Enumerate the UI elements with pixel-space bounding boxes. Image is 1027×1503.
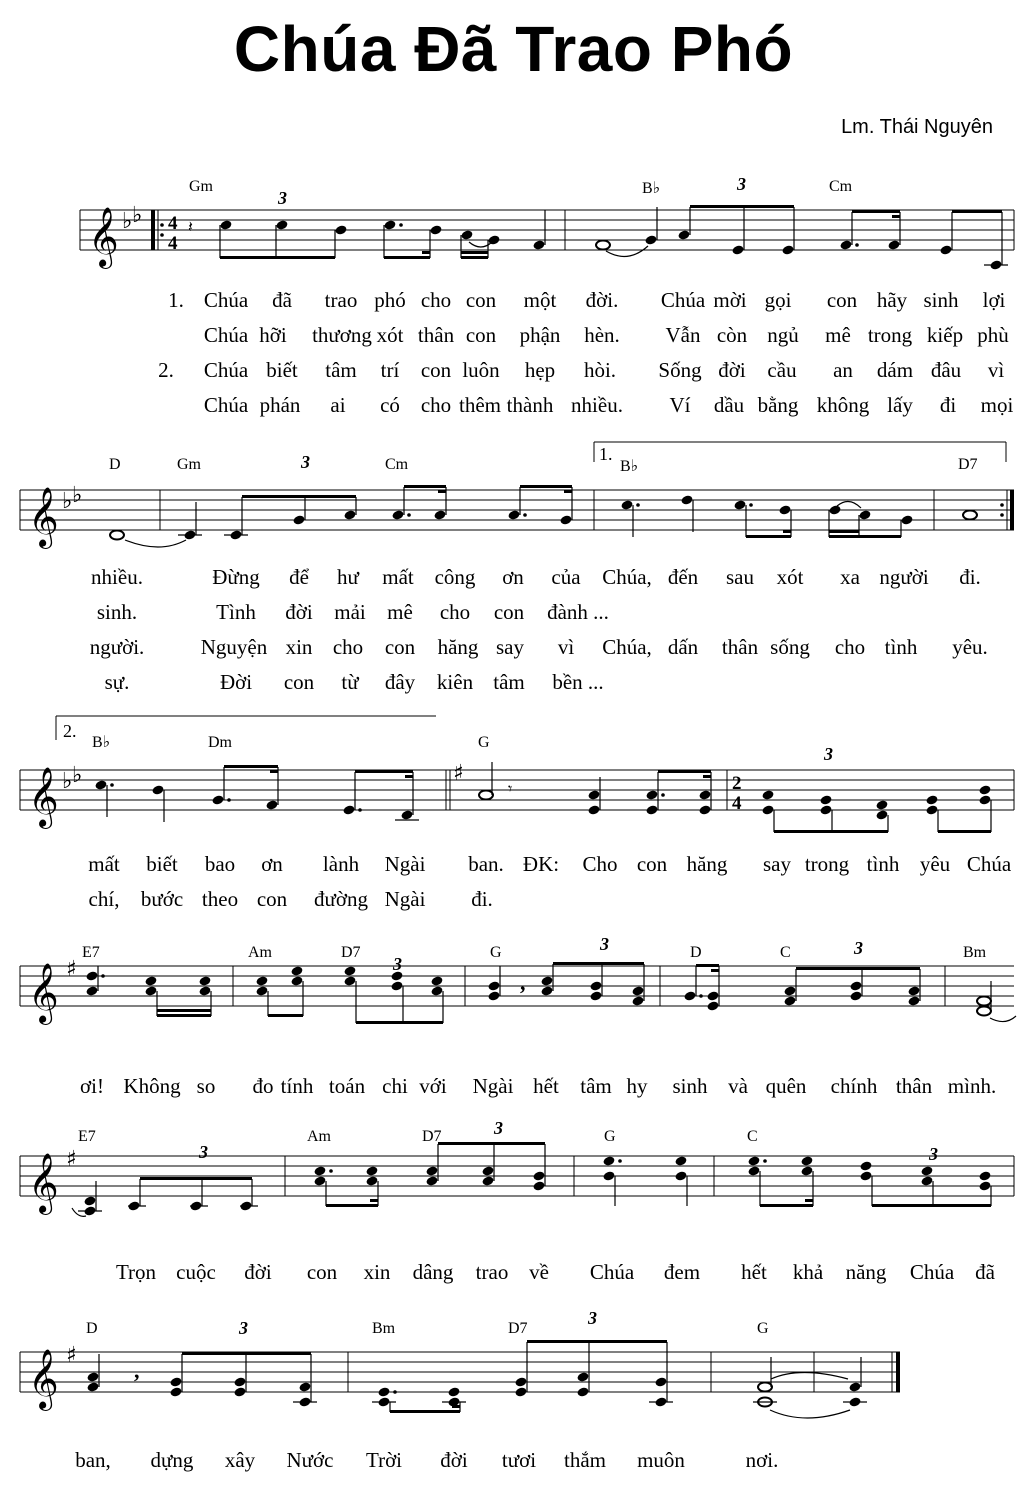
svg-text:3: 3 [854,938,863,958]
lyric-syllable: đã [975,1260,995,1284]
chord-label: D [86,1320,98,1337]
lyric-syllable: xây [224,1448,256,1472]
lyric-line-1 [0,852,1027,876]
lyric-syllable: toán [328,1074,366,1098]
chord-label: B♭ [620,458,639,475]
chord-label: Bm [963,944,987,961]
staff-3 [0,714,1027,834]
lyric-syllable: hỡi [259,323,287,347]
lyric-syllable: Trọn [115,1260,157,1284]
lyric-syllable: Chúa [203,288,249,312]
lyric-syllable: về [529,1260,549,1284]
chord-label: G [478,734,490,751]
lyric-syllable: mê [825,323,851,347]
lyric-syllable: lấy [887,393,913,417]
lyric-syllable: phù [977,323,1009,347]
lyric-syllable: bền ... [552,670,604,694]
lyric-syllable: cho [834,635,866,659]
lyric-syllable: yêu. [952,635,988,659]
lyric-syllable: sinh [672,1074,708,1098]
lyric-syllable: luôn [462,358,500,382]
chord-label: D7 [508,1320,528,1337]
svg-text:3: 3 [494,1118,503,1138]
svg-text:♭: ♭ [62,769,73,794]
lyric-syllable: ĐK: [522,852,560,876]
chord-label: Gm [177,456,201,473]
lyric-line-verse-2b [0,393,1027,417]
lyric-syllable: từ [341,670,359,694]
lyric-syllable: Ngài [384,852,426,876]
svg-text:,: , [520,970,526,995]
lyric-syllable: không [816,393,870,417]
lyric-syllable: Chúa, [602,565,652,589]
svg-text:3: 3 [824,744,833,764]
chord-label: G [757,1320,769,1337]
svg-text:3: 3 [301,452,310,472]
lyric-syllable: hẹp [524,358,556,382]
lyric-syllable: ban, [75,1448,111,1472]
lyric-syllable: đời [718,358,746,382]
lyric-syllable: đến [667,565,699,589]
lyric-syllable: đành ... [547,600,609,624]
lyric-syllable: Ngài [472,1074,514,1098]
chord-label: B♭ [92,734,111,751]
lyric-syllable: Ngài [384,887,426,911]
lyric-syllable: Chúa [203,323,249,347]
lyric-syllable: bước [140,887,184,911]
lyric-syllable: đây [384,670,416,694]
lyric-syllable: trong [804,852,850,876]
composer-credit: Lm. Thái Nguyên [841,116,993,138]
lyric-syllable: Nước [286,1448,334,1472]
lyric-syllable: trong [867,323,913,347]
lyric-syllable: của [551,565,581,589]
lyric-syllable: so [196,1074,216,1098]
lyric-syllable: Không [123,1074,181,1098]
lyric-syllable: Đừng [212,565,260,589]
svg-text:♯: ♯ [66,1343,77,1368]
chord-label: E7 [82,944,100,961]
lyric-syllable: Chúa [909,1260,955,1284]
lyric-syllable: biết [266,358,298,382]
svg-text:𝄽: 𝄽 [188,217,193,236]
lyric-syllable: đem [663,1260,701,1284]
lyric-syllable: đời [244,1260,272,1284]
lyric-syllable: hết [741,1260,767,1284]
lyric-syllable: Đời [219,670,253,694]
lyric-line-2 [0,887,1027,911]
lyric-line-4 [0,670,1027,694]
lyric-syllable: quên [765,1074,807,1098]
chord-label: Am [248,944,272,961]
lyric-syllable: hãy [876,288,908,312]
lyric-syllable: con [283,670,315,694]
svg-text:♯: ♯ [66,957,77,982]
lyric-syllable: đi. [471,887,493,911]
lyric-syllable: thắm [564,1448,606,1472]
lyric-syllable: sinh [923,288,959,312]
lyric-syllable: kiếp [926,323,964,347]
lyric-syllable: phó [374,288,406,312]
lyric-syllable: đo [252,1074,274,1098]
lyric-syllable: tâm [493,670,525,694]
song-title: Chúa Đã Trao Phó [233,13,794,85]
treble-clef-icon: 𝄞 [28,767,59,827]
svg-text:4: 4 [732,793,742,814]
lyric-syllable: con [465,288,497,312]
svg-text:4: 4 [168,213,178,234]
svg-text:3: 3 [278,188,287,208]
lyric-syllable: đâu [930,358,962,382]
lyric-syllable: gọi [764,288,792,312]
lyric-syllable: hăng [437,635,479,659]
lyric-syllable: khả [792,1260,824,1284]
chord-label: E7 [78,1128,96,1145]
svg-text:♭: ♭ [122,209,133,234]
lyric-syllable: sự. [104,670,130,694]
staff-5 [0,1118,1027,1246]
lyric-syllable: thành [506,393,554,417]
lyric-syllable: chi [382,1074,408,1098]
lyric-syllable: đi [939,393,957,417]
lyric-syllable: trí [380,358,400,382]
svg-text:4: 4 [168,233,178,254]
lyric-syllable: thương [312,323,372,347]
lyric-syllable: sau [726,565,754,589]
lyric-syllable: năng [845,1260,887,1284]
lyric-syllable: mất [382,565,414,589]
svg-text:3: 3 [588,1308,597,1328]
ending-2-label: 2. [63,721,77,741]
lyric-syllable: xin [363,1260,391,1284]
lyric-syllable: đời [440,1448,468,1472]
lyric-syllable: thân [895,1074,933,1098]
lyric-syllable: nơi. [745,1448,779,1472]
lyric-syllable: Ví [669,393,691,417]
lyric-line-1 [0,565,1027,589]
svg-text:♯: ♯ [66,1147,77,1172]
lyric-line-verse-1a [0,288,1027,312]
chord-label: D [109,456,121,473]
chord-label: G [490,944,502,961]
lyric-syllable: trao [324,288,358,312]
lyric-syllable: hăng [686,852,728,876]
lyric-syllable: xa [840,565,860,589]
lyric-syllable: Trời [365,1448,403,1472]
lyric-syllable: có [380,393,400,417]
svg-text:3: 3 [737,174,746,194]
lyric-syllable: dựng [150,1448,194,1472]
lyric-syllable: Chúa [203,358,249,382]
lyric-syllable: đời. [585,288,619,312]
lyric-syllable: dám [876,358,914,382]
lyric-syllable: cho [420,288,452,312]
lyric-syllable: con [256,887,288,911]
lyric-syllable: chí, [88,887,120,911]
svg-text:♭: ♭ [72,763,83,788]
lyric-syllable: lành [322,852,360,876]
lyric-syllable: bằng [757,393,799,417]
lyric-syllable: ban. [468,852,504,876]
lyric-syllable: đường [314,887,368,911]
chord-label: C [747,1128,758,1145]
chord-label: Gm [189,178,213,195]
lyric-syllable: đời [285,600,313,624]
svg-text:♭: ♭ [132,203,143,228]
lyric-syllable: mình. [947,1074,997,1098]
lyric-syllable: say [496,635,524,659]
chord-label: D7 [341,944,361,961]
chord-label: Cm [385,456,409,473]
lyric-syllable: bao [204,852,236,876]
treble-clef-icon: 𝄞 [28,1153,59,1213]
lyric-syllable: xót [776,565,804,589]
lyric-syllable: tươi [501,1448,537,1472]
lyric-syllable: với [419,1074,447,1098]
lyric-syllable: dấn [667,635,699,659]
lyric-syllable: Sống [658,358,702,382]
lyric-syllable: đã [272,288,292,312]
lyric-line-3 [0,635,1027,659]
lyric-syllable: hết [533,1074,559,1098]
treble-clef-icon: 𝄞 [28,1349,59,1409]
staff-2 [0,440,1027,560]
lyric-line-1 [0,1074,1027,1098]
chord-label: D7 [422,1128,442,1145]
lyric-syllable: còn [716,323,748,347]
lyric-syllable: vì [557,635,575,659]
lyric-syllable: say [763,852,791,876]
lyric-syllable: thêm [459,393,501,417]
ending-1-label: 1. [599,444,613,464]
lyric-syllable: Chúa [203,393,249,417]
lyric-syllable: tình [866,852,900,876]
lyric-syllable: an [833,358,853,382]
lyric-line-2 [0,600,1027,624]
lyric-syllable: đi. [959,565,981,589]
chord-label: Cm [829,178,853,195]
lyric-syllable: ơi! [80,1074,104,1098]
lyric-syllable: để [289,565,309,589]
lyric-syllable: muôn [637,1448,685,1472]
lyric-syllable: mất [88,852,120,876]
lyric-syllable: hy [626,1074,648,1098]
lyric-syllable: người. [89,635,145,659]
svg-text:2: 2 [732,773,742,794]
lyric-syllable: cuộc [176,1260,216,1284]
lyric-syllable: ngủ [767,323,799,347]
lyric-syllable: cho [439,600,471,624]
lyric-syllable: Chúa [966,852,1012,876]
lyric-syllable: tâm [580,1074,612,1098]
lyric-line-verse-2a [0,358,1027,382]
lyric-syllable: trao [475,1260,509,1284]
svg-text:𝄾: 𝄾 [508,779,513,798]
svg-text:3: 3 [600,934,609,954]
lyric-syllable: hèn. [584,323,620,347]
lyric-syllable: con [636,852,668,876]
lyric-syllable: ơn [261,852,283,876]
lyric-syllable: cầu [767,358,797,382]
lyric-syllable: con [826,288,858,312]
lyric-syllable: Chúa, [602,635,652,659]
chord-label: D7 [958,456,978,473]
lyric-syllable: Cho [582,852,618,876]
lyric-syllable: nhiều. [91,565,143,589]
treble-clef-icon: 𝄞 [28,487,59,547]
lyric-line-1 [0,1260,1027,1284]
lyric-syllable: nhiều. [571,393,623,417]
treble-clef-icon: 𝄞 [88,207,119,267]
lyric-syllable: vì [987,358,1005,382]
lyric-syllable: cho [420,393,452,417]
lyric-syllable: Chúa [660,288,706,312]
lyric-syllable: người [879,565,929,589]
lyric-syllable: phận [519,323,561,347]
lyric-syllable: ơn [502,565,524,589]
lyric-syllable: phán [259,393,301,417]
lyric-syllable: sinh. [96,600,138,624]
svg-text:3: 3 [929,1144,938,1164]
lyric-syllable: tính [280,1074,314,1098]
chord-label: C [780,944,791,961]
lyric-syllable: và [728,1074,748,1098]
svg-text:♭: ♭ [72,483,83,508]
lyric-syllable: ai [330,393,346,417]
lyric-syllable: dâng [412,1260,454,1284]
lyric-syllable: một [523,288,557,312]
lyric-line-verse-1b [0,323,1027,347]
lyric-syllable: hư [337,565,359,589]
lyric-syllable: Tình [216,600,256,624]
lyric-syllable: Nguyện [200,635,268,659]
lyric-syllable: biết [146,852,178,876]
lyric-syllable: tình [884,635,918,659]
lyric-syllable: hòi. [583,358,617,382]
svg-text:3: 3 [393,954,402,974]
lyric-syllable: sống [770,635,810,659]
verse-number: 1. [168,288,184,312]
lyric-syllable: dầu [713,393,745,417]
chord-label: Am [307,1128,331,1145]
staff-1 [0,170,1027,290]
lyric-syllable: lợi [982,288,1006,312]
lyric-syllable: tâm [325,358,357,382]
chord-label: Dm [208,734,232,751]
treble-clef-icon: 𝄞 [28,963,59,1023]
lyric-syllable: mời [713,288,747,312]
chord-label: Bm [372,1320,396,1337]
svg-text:3: 3 [199,1142,208,1162]
lyric-line-1 [0,1448,1027,1472]
chord-label: G [604,1128,616,1145]
lyric-syllable: con [420,358,452,382]
svg-text:♯: ♯ [453,761,464,786]
lyric-syllable: yêu [919,852,951,876]
lyric-syllable: cho [332,635,364,659]
lyric-syllable: công [434,565,476,589]
lyric-syllable: mọi [980,393,1014,417]
chord-label: B♭ [642,180,661,197]
lyric-syllable: con [465,323,497,347]
lyric-syllable: chính [830,1074,878,1098]
staff-4 [0,936,1027,1056]
lyric-syllable: con [384,635,416,659]
svg-text:3: 3 [239,1318,248,1338]
verse-number: 2. [158,358,174,382]
svg-text:♭: ♭ [62,489,73,514]
lyric-syllable: mải [334,600,366,624]
lyric-syllable: Vẫn [665,323,701,347]
lyric-syllable: mê [387,600,413,624]
svg-text:,: , [134,1358,140,1383]
lyric-syllable: thân [721,635,759,659]
lyric-syllable: con [306,1260,338,1284]
lyric-syllable: kiên [436,670,474,694]
lyric-syllable: xót [376,323,404,347]
lyric-syllable: xin [285,635,313,659]
lyric-syllable: con [493,600,525,624]
lyric-syllable: thân [417,323,455,347]
lyric-syllable: Chúa [589,1260,635,1284]
chord-label: D [690,944,702,961]
lyric-syllable: theo [201,887,239,911]
